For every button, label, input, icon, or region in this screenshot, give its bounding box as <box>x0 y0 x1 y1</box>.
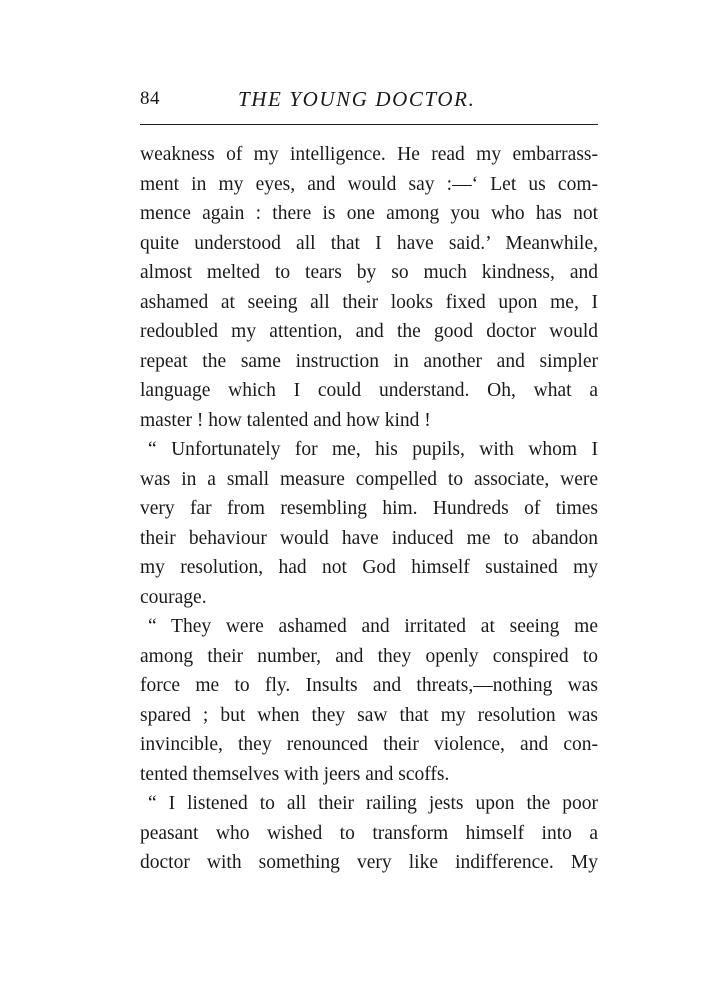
text-line: mence again : there is one among you who has not <box>140 203 598 224</box>
text-line: my resolution, had not God himself sustained my <box>140 557 598 578</box>
header-rule <box>140 124 598 125</box>
text-line: their behaviour would have induced me to abandon <box>140 527 598 549</box>
text-line: courage. <box>140 586 207 608</box>
text-line: ment in my eyes, and would say :—‘ Let us com- <box>140 173 598 195</box>
page-number: 84 <box>140 88 160 109</box>
text-line: repeat the same instruction in another and simpler <box>140 350 598 372</box>
text-line: “ Unfortunately for me, his pupils, with whom I <box>148 439 598 460</box>
body-text <box>140 140 598 878</box>
text-line: language which I could understand. Oh, what a <box>140 380 598 401</box>
text-line: almost melted to tears by so much kindness, and <box>140 262 598 283</box>
text-line: “ I listened to all their railing jests upon the poor <box>148 793 598 814</box>
text-line: master ! how talented and how kind ! <box>140 409 431 431</box>
text-line: invincible, they renounced their violence, and con- <box>140 734 598 755</box>
text-line: force me to fly. Insults and threats,—nothing was <box>140 675 598 696</box>
text-line: ashamed at seeing all their looks fixed upon me, I <box>140 291 598 313</box>
text-line: peasant who wished to transform himself into a <box>140 822 598 844</box>
text-line: among their number, and they openly conspired to <box>140 645 598 667</box>
text-line: very far from resembling him. Hundreds of times <box>140 498 598 519</box>
text-line: quite understood all that I have said.’ Meanwhile, <box>140 232 598 254</box>
text-line: spared ; but when they saw that my resolution was <box>140 704 598 726</box>
text-line: was in a small measure compelled to associate, were <box>140 468 598 490</box>
text-line: weakness of my intelligence. He read my embarrass- <box>140 144 598 165</box>
text-line: redoubled my attention, and the good doctor would <box>140 321 598 342</box>
text-line: doctor with something very like indifference. My <box>140 852 598 873</box>
text-line: tented themselves with jeers and scoffs. <box>140 763 450 785</box>
running-title: THE YOUNG DOCTOR. <box>238 87 476 111</box>
text-line: “ They were ashamed and irritated at seeing me <box>148 616 598 637</box>
page-header <box>140 84 598 114</box>
